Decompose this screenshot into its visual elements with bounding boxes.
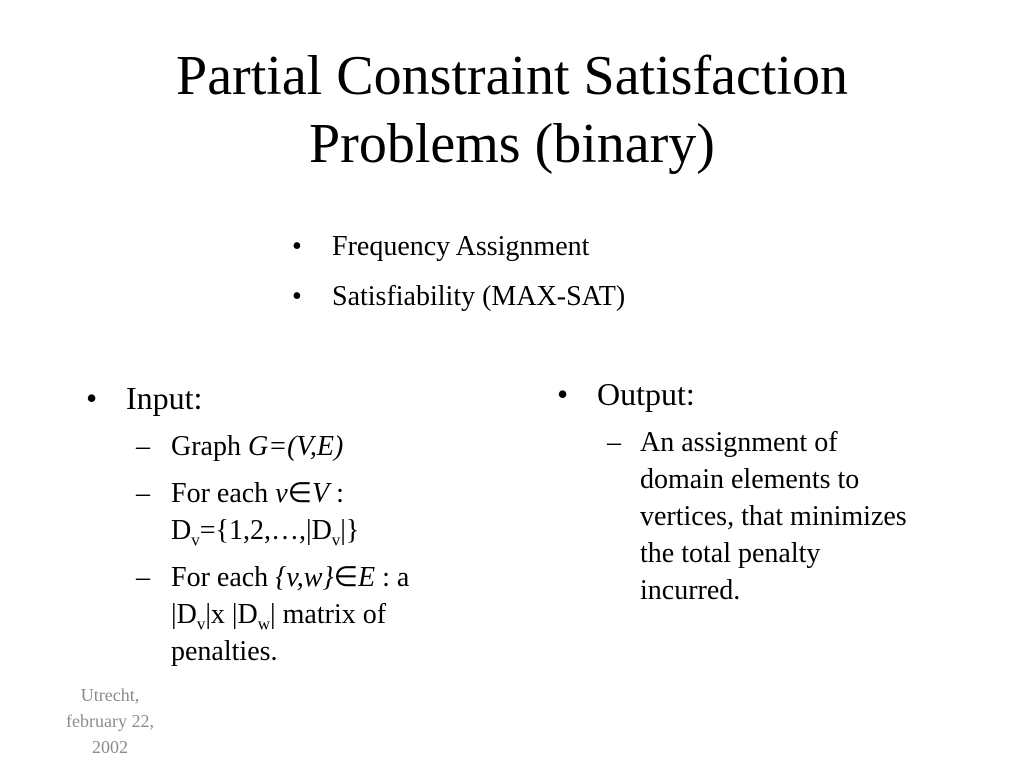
slide-title (0, 42, 1024, 178)
input-column (86, 374, 486, 680)
bullet-icon: • (86, 380, 98, 416)
dash-icon: – (136, 562, 150, 593)
title-line-1: Partial Constraint Satisfaction (176, 45, 848, 107)
top-bullet-list (292, 222, 625, 322)
input-heading-item (86, 374, 486, 422)
output-description: An assignment of domain elements to vertices, that minimizes the total penalty incurred. (640, 427, 907, 606)
dash-icon: – (136, 431, 150, 462)
top-bullet-frequency: • Frequency Assignment (292, 222, 625, 272)
input-heading: Input: (126, 380, 203, 416)
dash-icon: – (136, 478, 150, 509)
dash-icon: – (607, 427, 621, 458)
bullet-icon: • (557, 376, 569, 412)
footer-date: Utrecht, february 22, 2002 (66, 685, 154, 757)
output-column (557, 370, 957, 619)
title-line-2: Problems (binary) (309, 113, 715, 175)
top-bullet-maxsat: • Satisfiability (MAX-SAT) (292, 272, 625, 322)
input-graph-item: – Graph G=(V,E) (86, 428, 486, 465)
input-sub-list (86, 428, 486, 670)
input-domain-item: – For each v∈V : $D_v=\{1,2,\dots,|D_v|\}$ (86, 475, 486, 549)
graph-formula: G=(V,E) (247, 431, 344, 462)
output-sub-list (557, 424, 957, 609)
output-description-item (557, 424, 910, 609)
output-heading-item (557, 370, 957, 418)
input-penalty-item: – For each {v,w}∈E : a $|D_v|x$ $|D_w|$ matrix of penalties. (86, 559, 486, 670)
output-heading: Output: (597, 376, 695, 412)
